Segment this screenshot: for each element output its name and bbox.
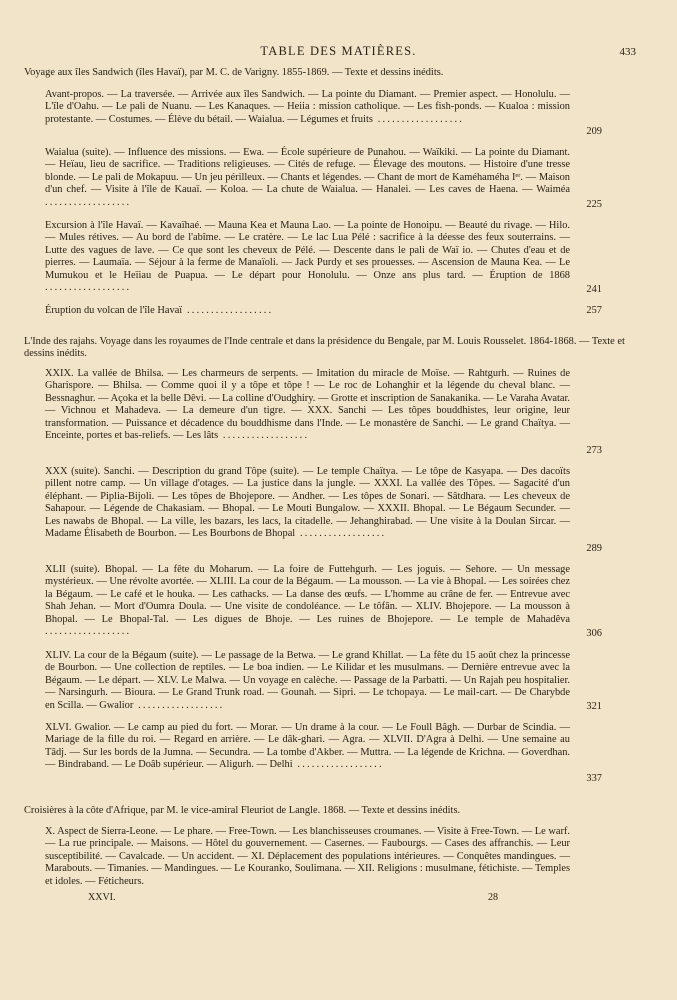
- dot-leader: ..................: [372, 113, 465, 125]
- toc-page-number: 337: [586, 773, 602, 784]
- section-heading-afrique: Croisières à la côte d'Afrique, par M. le vice-amiral Fleuriot de Langle. 1868. — Texte et dessins inédits.: [24, 805, 461, 816]
- toc-entry: X. Aspect de Sierra-Leone. — Le phare. — Free-Town. — Les blanchisseuses croumanes. — Visite à Free-Town. — Le warf. — La rue principale. — Maisons. — Hôtel du gouvernement. — Casernes. — Faubourgs. — Cases des affranchis. — Leur susceptibilité. — Cavalcade. — Un accident. — XI. Déplacement des populations intérieures. — Conquêtes mandingues. — Marabouts. — Timanies. — Mandingues. — Le Kouranko, Soulimana. — XII. Religions : musulmane, fétichiste. — Temples et idoles. — Féticheurs.: [45, 826, 570, 887]
- toc-page-number: 257: [586, 305, 602, 316]
- toc-entry: XLVI. Gwalior. — Le camp au pied du fort. — Morar. — Un drame à la cour. — Le Foull Bâgh. — Durbar de Scindia. — Mariage de la fille du roi. — Regard en arrière. — Le dâk-ghari. — Agra. — XLVII. D'Agra à Delhi. — Une semaine au Tâdj. — Sur les bords de la Jumna. — Secundra. — La tombe d'Akber. — Muttra. — La légende de Krichna. — Goverdhan. — Bindraband. — Le Doâb supérieur. — Aligurh. — Delhi ..................: [45, 722, 570, 771]
- dot-leader: ..................: [133, 699, 225, 711]
- toc-page-number: 321: [586, 701, 602, 712]
- toc-page-number: 289: [586, 543, 602, 554]
- toc-page-number: 225: [586, 199, 602, 210]
- toc-page-number: 241: [586, 284, 602, 295]
- toc-entry: Waialua (suite). — Influence des missions. — Ewa. — École supérieure de Punahou. — Waïkiki. — La pointe du Diamant. — Heïau, lieu de sacrifice. — Traditions religieuses. — Cités de refuge. — Élevage des moutons. — Histoire d'une tresse blonde. — Le pali de Mokapuu. — Un jeu périlleux. — Chants et légendes. — Chant de mort de Kaméhaméha Iᵉʳ. — Maison d'un chef. — Visite à l'île de Kauaï. — Koloa. — La chute de Waialua. — Hanalei. — Les caves de Haena. — Waiméa ..................: [45, 147, 570, 208]
- toc-page-number: 209: [586, 126, 602, 137]
- toc-entry: XXIX. La vallée de Bhilsa. — Les charmeurs de serpents. — Imitation du miracle de Moïse. — Rahtgurh. — Ruines de Gharispore. — Bhilsa. — Comme quoi il y a tôpe et tôpe ! — Le roc de Lohanghir et la légende du cheval blanc. — Bessnaghur. — Açoka et la belle Dêvi. — La colline d'Oudghiry. — Grotte et inscription de Sanakanika. — Le Varaha Avatar. — Vichnou et Mahadeva. — La demeure d'un tigre. — XXX. Sanchi — Les tôpes bouddhistes, leur origine, leur transformation. — Puissance et décadence du bouddhisme dans l'Inde. — Le monastère de Sanchi. — Le grand Chaïtya. — Enceinte, portes et bas-reliefs. — Les lâts ..................: [45, 368, 570, 442]
- dot-leader: ..................: [295, 528, 387, 540]
- toc-entry: Excursion à l'île Havaï. — Kavaïhaé. — Mauna Kea et Mauna Lao. — La pointe de Honoipu. — Beauté du rivage. — Hilo. — Mules rétives. — Au bord de l'abîme. — Le cratère. — Le lac Lua Pélé : sacrifice à la déesse des feux souterrains. — Lutte des vagues de lave. — Ce que sont les cheveux de Pélé. — Descente dans le pali de Waï io. — Chutes d'eau et de pierres. — Laumaïa. — Séjour à la ferme de Manaïoli. — Jack Purdy et ses prouesses. — Ascension de Mauna Kea. — Le Mumukou et le Heïiau de Puapua. — Le départ pour Honolulu. — Onze ans plus tard. — Éruption de 1868 ..................: [45, 220, 570, 294]
- toc-entry: Éruption du volcan de l'île Havaï ..................: [45, 305, 274, 316]
- dot-leader: ..................: [292, 759, 384, 771]
- toc-entry: XLIV. La cour de la Bégaum (suite). — Le passage de la Betwa. — Le grand Khillat. — La fête du 15 août chez la princesse de Bourbon. — Une collection de reptiles. — Le boa indien. — Le Kilidar et les musulmans. — Dernière entrevue avec la Bégaum. — Le départ. — XLV. Le Malwa. — Un voyage en calèche. — Passage de la Parbatti. — Un Rajah peu hospitalier. — Narsingurh. — Bioura. — Le Grand Trunk road. — Gounah. — Sipri. — Le tchopaya. — Le mail-cart. — De Charybde en Scilla. — Gwalior ..................: [45, 650, 570, 711]
- dot-leader: ..................: [45, 196, 132, 208]
- dot-leader: ..................: [218, 430, 310, 442]
- toc-page-number: 273: [586, 445, 602, 456]
- page-title: TABLE DES MATIÈRES.: [260, 44, 417, 58]
- section-heading-sandwich: Voyage aux îles Sandwich (îles Havaï), par M. C. de Varigny. 1855-1869. — Texte et dessins inédits.: [24, 67, 444, 78]
- page-number: 433: [619, 46, 636, 58]
- dot-leader: ..................: [45, 282, 132, 294]
- dot-leader: ..................: [45, 626, 132, 638]
- section-heading-inde: L'Inde des rajahs. Voyage dans les royaumes de l'Inde centrale et dans la présidence du Bengale, par M. Louis Rousselet. 1864-1868. — Texte et dessins inédits.: [24, 336, 625, 360]
- dot-leader: ..................: [182, 305, 274, 316]
- toc-entry: XLII (suite). Bhopal. — La fête du Moharum. — La foire de Futtehgurh. — Les joguis. — Sehore. — Un message mystérieux. — Une révolte avortée. — XLIII. La cour de la Bégaum. — La mousson. — La vie à Bhopal. — Les soirées chez la Bégaum. — Le café et le houka. — Les cathacks. — La danse des œufs. — L'homme au crâne de fer. — Entrevue avec Shah Jehan. — Mort d'Oumra Doula. — Une visite de condoléance. — Le tôfân. — XLIV. Bhojepore. — La mousson à Bhopal. — Le Bhopal-Tal. — Les digues de Bhoje. — Les ruines de Bhojepore. — Le temple de Mahadêva ..................: [45, 564, 570, 638]
- toc-entry: Avant-propos. — La traversée. — Arrivée aux îles Sandwich. — La pointe du Diamant. — Premier aspect. — Honolulu. — L'île d'Oahu. — Le pali de Nuanu. — Les Kanaques. — Heiia : mission catholique. — Les fish-ponds. — Kualoa : mission protestante. — Costumes. — Élève du bétail. — Waialua. — Légumes et fruits ..................: [45, 89, 570, 125]
- toc-page-number: 306: [586, 628, 602, 639]
- toc-entry: XXX (suite). Sanchi. — Description du grand Tôpe (suite). — Le temple Chaïtya. — Le tôpe de Kasyapa. — Des dacoïts pillent notre camp. — Un village d'otages. — La justice dans la jungle. — XXXI. La vallée des Tôpes. — Sagacité d'un éléphant. — Piplia-Bijoli. — Les tôpes de Bhojepore. — Andher. — Les tôpes de Sonari. — Sâtdhara. — Les cheveux de Sahapour. — Légende de Chakasiam. — Bhopal. — Le Mouti Bungalow. — XXXII. Bhopal. — Le Bégaum Secunder. — Les nawabs de Bhopal. — La ville, les bazars, les lacs, la citadelle. — Jehanghirabad. — Une visite à la Doulan Sircar. — Madame Élisabeth de Bourbon. — Les Bourbons de Bhopal ..................: [45, 466, 570, 540]
- signature-mark: XXVI.: [88, 892, 116, 903]
- sheet-number: 28: [488, 892, 498, 903]
